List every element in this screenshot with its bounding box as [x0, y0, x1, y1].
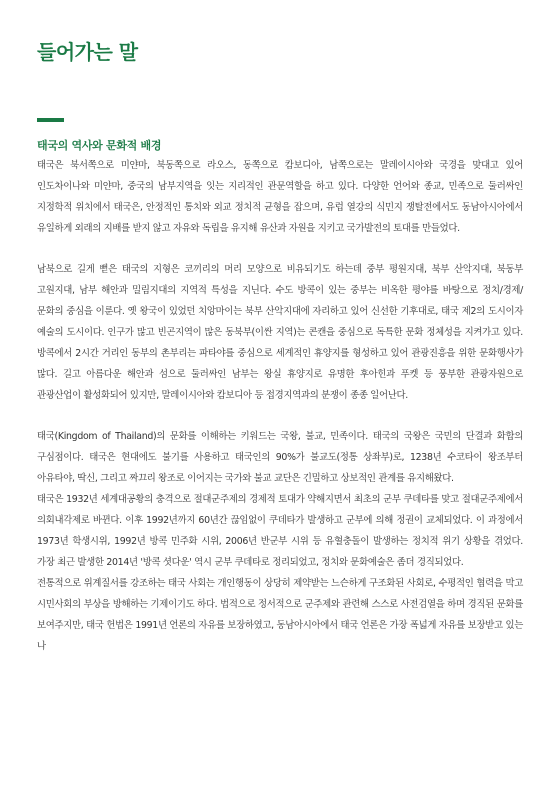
- paragraph-politics: 태국은 1932년 세계대공황의 충격으로 절대군주제의 경제적 토대가 약해지면서 최초의 군부 쿠데타를 맞고 절대군주제에서 의회내각제로 바뀐다. 이후 1992년까지 60년간 끊임없이 쿠데타가 발생하고 군부에 의해 정권이 교체되었다. 이 과정에서 1973년 학생시위, 1992년 방콕 민주화 시위, 2006년 반군부 시위 등 유혈충돌이 발생하는 정치적 위기 상황을 겪었다. 가장 최근 발생한 2014년 '방콕 셧다운' 역시 군부 쿠데타로 정리되었고, 정치와 문화예술은 좀더 경직되었다.: [37, 494, 523, 568]
- section-heading: 태국의 역사와 문화적 배경: [37, 139, 162, 152]
- page-title: 들어가는 말: [37, 40, 138, 64]
- body-text: [37, 155, 523, 657]
- paragraph-intro: 태국은 북서쪽으로 미얀마, 북동쪽으로 라오스, 동쪽으로 캄보디아, 남쪽으로는 말레이시아와 국경을 맞대고 있어 인도차이나와 미얀마, 중국의 남부지역을 잇는 지리적인 관문역할을 하고 있다. 다양한 언어와 종교, 민족으로 둘러싸인 지정학적 위치에서 태국은, 안정적인 통치와 외교 정치적 균형을 잡으며, 유럽 열강의 식민지 쟁탈전에서도 동남아시아에서 유일하게 외래의 지배를 받지 않고 자유와 독립을 유지해 유산과 자원을 지키고 국가발전의 토대를 만들었다.: [37, 160, 523, 234]
- paragraph-society: 전통적으로 위계질서를 강조하는 태국 사회는 개인행동이 상당히 제약받는 느슨하게 구조화된 사회로, 수평적인 협력을 막고 시민사회의 부상을 방해하는 기제이기도 하다. 법적으로 정서적으로 군주제와 관련해 스스로 사전검열을 하며 경직된 문화를 보여주지만, 태국 헌법은 1991년 언론의 자유를 보장하였고, 동남아시아에서 태국 언론은 가장 폭넓게 자유를 보장받고 있는 나: [37, 578, 523, 652]
- accent-bar: [37, 118, 64, 122]
- paragraph-culture: 태국(Kingdom of Thailand)의 문화를 이해하는 키워드는 국왕, 불교, 민족이다. 태국의 국왕은 국민의 단결과 화합의 구심점이다. 태국은 현대에도 불기를 사용하고 태국인의 90%가 불교도(정통 상좌부)로, 1238년 수코타이 왕조부터 아유타야, 딱신, 그리고 짜끄리 왕조로 이어지는 국가와 불교 교단은 긴밀하고 상보적인 관계를 유지해왔다.: [37, 431, 523, 484]
- paragraph-geography: 남북으로 길게 뻗은 태국의 지형은 코끼리의 머리 모양으로 비유되기도 하는데 중부 평원지대, 북부 산악지대, 북동부 고원지대, 남부 해안과 밀림지대의 지역적 특성을 지닌다. 수도 방콕이 있는 중부는 비옥한 평야를 바탕으로 정치/경제/문화의 중심을 이룬다. 옛 왕국이 있었던 치앙마이는 북부 산악지대에 자리하고 있어 신선한 기후대로, 태국 제2의 도시이자 예술의 도시이다. 인구가 많고 빈곤지역이 많은 동북부(이싼 지역)는 콘캔을 중심으로 독특한 문화 정체성을 지켜가고 있다. 방콕에서 2시간 거리인 동부의 촌부리는 파타야를 중심으로 세계적인 휴양지를 형성하고 있어 관광진흥을 위한 문화행사가 많다. 길고 아름다운 해안과 섬으로 둘러싸인 남부는 왕실 휴양지로 유명한 후아힌과 푸켓 등 풍부한 관광자원으로 관광산업이 활성화되어 있지만, 말레이시아와 캄보디아 등 접경지역과의 분쟁이 종종 일어난다.: [37, 264, 523, 401]
